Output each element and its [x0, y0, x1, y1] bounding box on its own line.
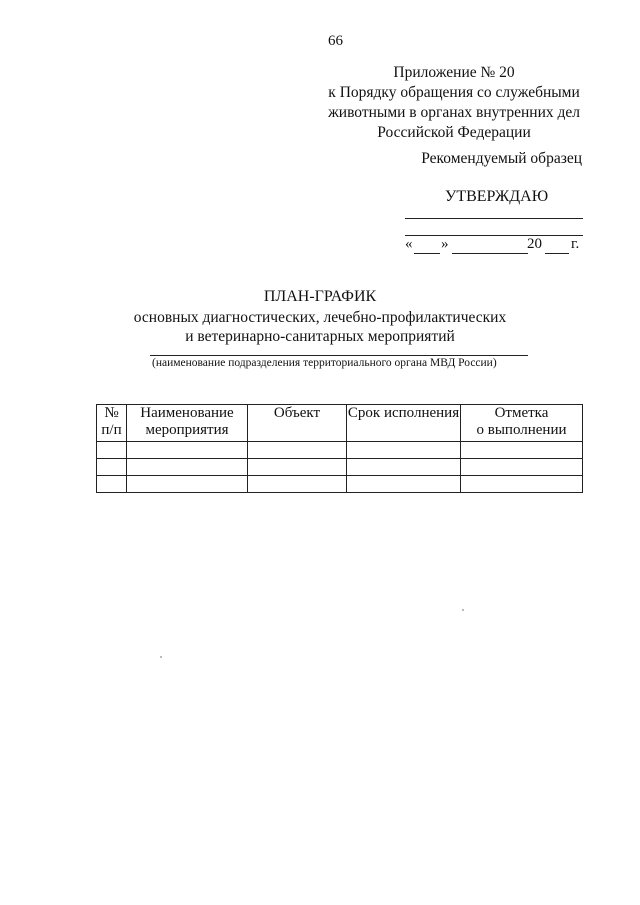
appendix-header: [328, 63, 580, 143]
org-name-caption: (наименование подразделения территориального органа МВД России): [152, 357, 497, 369]
day-blank: [414, 253, 440, 254]
table-cell[interactable]: [127, 459, 248, 476]
plan-table: [96, 404, 583, 493]
document-title: ПЛАН-ГРАФИК: [263, 288, 377, 305]
table-cell[interactable]: [461, 442, 583, 459]
header-completion-mark: Отметка о выполнении: [461, 405, 583, 442]
year-blank: [545, 253, 569, 254]
table-cell[interactable]: [97, 476, 127, 493]
table-cell[interactable]: [248, 476, 347, 493]
year-suffix: г.: [571, 236, 580, 252]
document-subtitle: [0, 308, 640, 346]
table-cell[interactable]: [347, 476, 461, 493]
table-cell[interactable]: [248, 442, 347, 459]
table-cell[interactable]: [461, 459, 583, 476]
appendix-number: Приложение № 20: [393, 64, 515, 81]
year-prefix: 20: [527, 236, 542, 252]
subtitle-line: основных диагностических, лечебно-профилактических: [133, 309, 507, 326]
scan-speck: [160, 656, 162, 658]
recommended-sample-label: Рекомендуемый образец: [421, 150, 582, 167]
appendix-ref-line: Российской Федерации: [377, 124, 531, 141]
table-row: [97, 459, 583, 476]
table-cell[interactable]: [347, 459, 461, 476]
table-header-row: [97, 405, 583, 442]
page-number: 66: [328, 33, 343, 49]
appendix-ref-line: животными в органах внутренних дел: [328, 104, 580, 121]
appendix-ref-line: к Порядку обращения со служебными: [328, 84, 580, 101]
signature-line: [405, 218, 583, 219]
signature-line: [405, 235, 583, 236]
header-activity-name: Наименование мероприятия: [127, 405, 248, 442]
table-cell[interactable]: [97, 459, 127, 476]
table-cell[interactable]: [97, 442, 127, 459]
header-deadline: Срок исполнения: [347, 405, 461, 442]
table-cell[interactable]: [347, 442, 461, 459]
org-name-line: [150, 355, 528, 356]
header-number: № п/п: [97, 405, 127, 442]
header-object: Объект: [248, 405, 347, 442]
approve-heading: УТВЕРЖДАЮ: [445, 188, 549, 205]
table-cell[interactable]: [127, 442, 248, 459]
table-cell[interactable]: [127, 476, 248, 493]
table-row: [97, 442, 583, 459]
date-close-quote: »: [441, 236, 449, 252]
month-blank: [452, 253, 528, 254]
date-open-quote: «: [405, 236, 413, 252]
table-row: [97, 476, 583, 493]
subtitle-line: и ветеринарно-санитарных мероприятий: [185, 328, 455, 345]
table-cell[interactable]: [461, 476, 583, 493]
scan-speck: [462, 609, 464, 611]
table-cell[interactable]: [248, 459, 347, 476]
